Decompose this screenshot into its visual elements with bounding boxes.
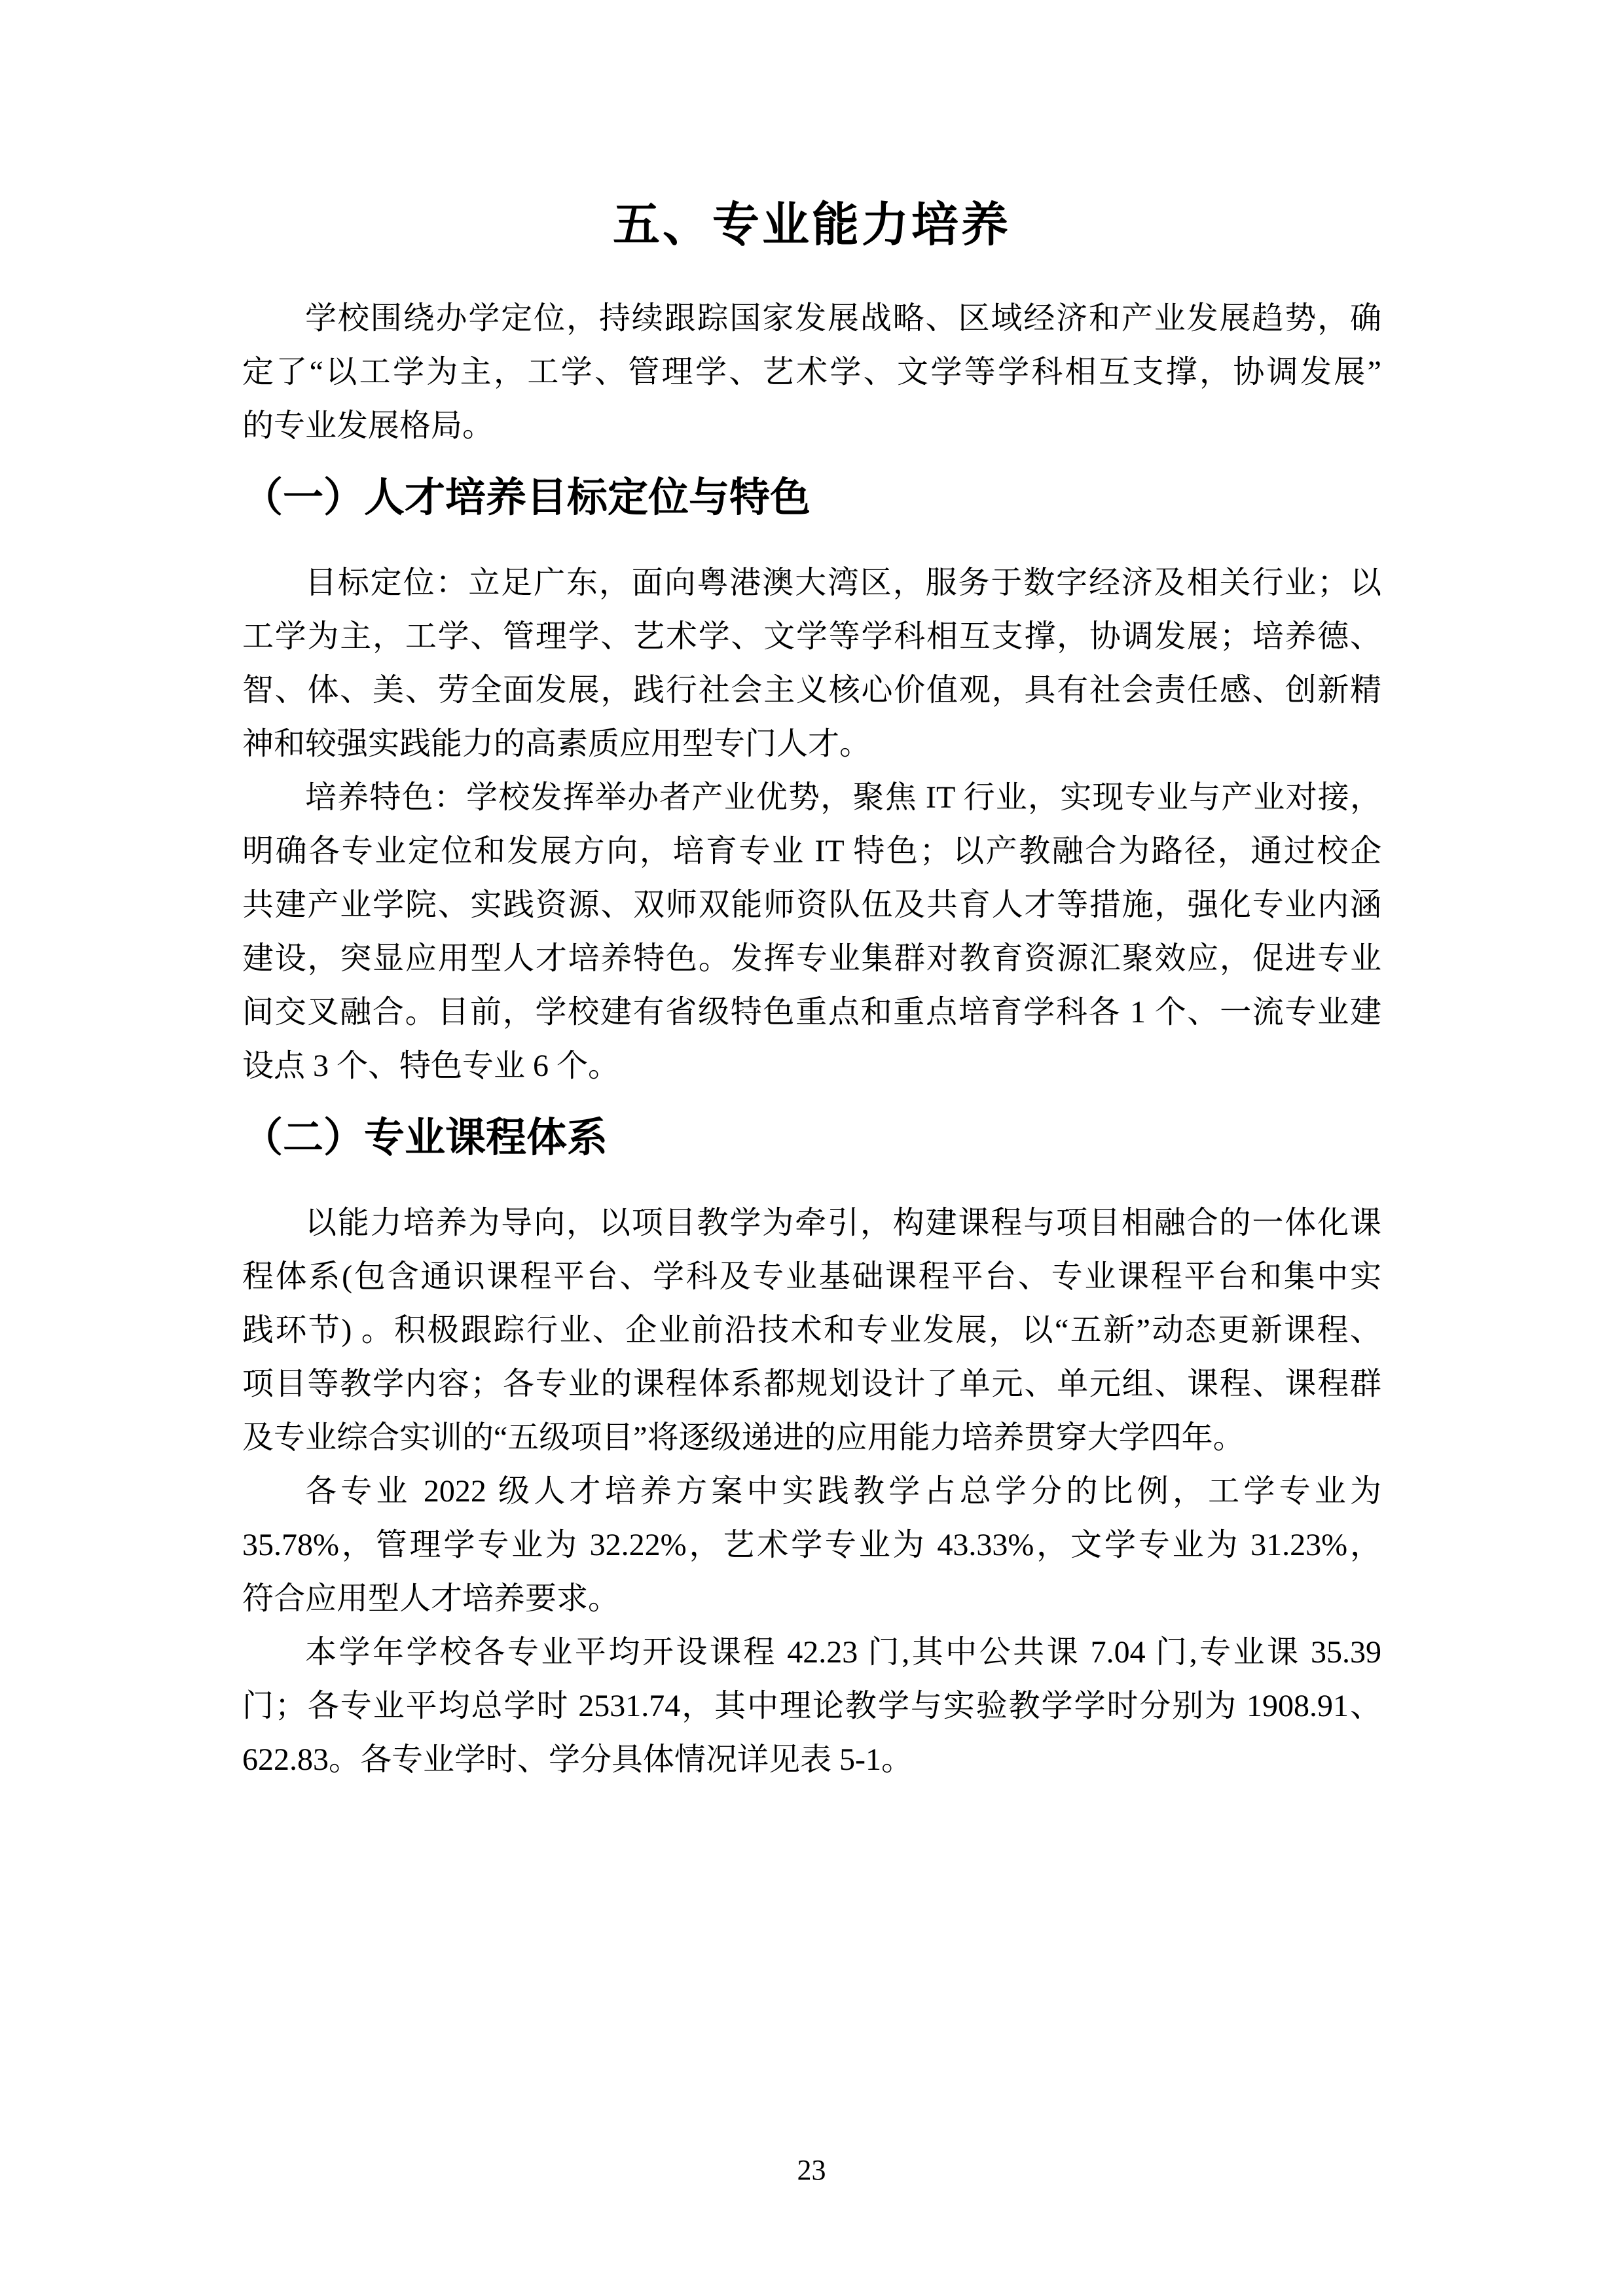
page-number: 23	[797, 2154, 826, 2186]
paragraph-training-feature	[242, 771, 1381, 1093]
text-line: 本学年学校各专业平均开设课程 42.23 门,其中公共课 7.04 门,专业课 35.39	[305, 1635, 1381, 1670]
text-line: 建设，突显应用型人才培养特色。发挥专业集群对教育资源汇聚效应，促进专业	[242, 941, 1381, 976]
text-line: 工学为主，工学、管理学、艺术学、文学等学科相互支撑，协调发展；培养德、	[242, 619, 1381, 654]
text-line: 目标定位：立足广东，面向粤港澳大湾区，服务于数字经济及相关行业；以	[305, 565, 1381, 600]
text-line: 及专业综合实训的“五级项目”将逐级递进的应用能力培养贯穿大学四年。	[242, 1420, 1245, 1455]
text-line: 定了“以工学为主，工学、管理学、艺术学、文学等学科相互支撑，协调发展”	[242, 355, 1381, 389]
text-line: 践环节) 。积极跟踪行业、企业前沿技术和专业发展，以“五新”动态更新课程、	[242, 1313, 1381, 1348]
text-line: 学校围绕办学定位，持续跟踪国家发展战略、区域经济和产业发展趋势，确	[305, 301, 1381, 336]
paragraph-target-position	[242, 556, 1381, 771]
paragraph-curriculum-system	[242, 1196, 1381, 1465]
text-line: 各专业 2022 级人才培养方案中实践教学占总学分的比例，工学专业为	[305, 1474, 1381, 1509]
text-line: 明确各专业定位和发展方向，培育专业 IT 特色；以产教融合为路径，通过校企	[242, 834, 1381, 869]
section-heading: （一）人才培养目标定位与特色	[242, 475, 811, 520]
text-line: 间交叉融合。目前，学校建有省级特色重点和重点培育学科各 1 个、一流专业建	[242, 995, 1381, 1030]
text-line: 智、体、美、劳全面发展，践行社会主义核心价值观，具有社会责任感、创新精	[242, 673, 1381, 708]
text-line: 项目等教学内容；各专业的课程体系都规划设计了单元、单元组、课程、课程群	[242, 1367, 1381, 1401]
text-line: 神和较强实践能力的高素质应用型专门人才。	[242, 726, 871, 761]
paragraph-practice-credit-ratio	[242, 1465, 1381, 1626]
text-line: 35.78%，管理学专业为 32.22%，艺术学专业为 43.33%，文学专业为 31.23%，	[242, 1528, 1381, 1562]
text-line: 培养特色：学校发挥举办者产业优势，聚焦 IT 行业，实现专业与产业对接，	[305, 780, 1381, 815]
text-line: 设点 3 个、特色专业 6 个。	[242, 1049, 620, 1083]
text-line: 程体系(包含通识课程平台、学科及专业基础课程平台、专业课程平台和集中实	[242, 1259, 1381, 1294]
paragraph-course-statistics	[242, 1626, 1381, 1787]
text-line: 的专业发展格局。	[242, 408, 494, 443]
text-line: 以能力培养为导向，以项目教学为牵引，构建课程与项目相融合的一体化课	[305, 1206, 1381, 1240]
text-line: 共建产业学院、实践资源、双师双能师资队伍及共育人才等措施，强化专业内涵	[242, 888, 1381, 922]
text-line: 622.83。各专业学时、学分具体情况详见表 5-1。	[242, 1742, 913, 1777]
page-title: 五、专业能力培养	[612, 199, 1011, 251]
section-heading: （二）专业课程体系	[242, 1115, 608, 1160]
document-body	[242, 188, 1381, 1787]
text-line: 符合应用型人才培养要求。	[242, 1581, 620, 1616]
text-line: 门；各专业平均总学时 2531.74，其中理论教学与实验教学学时分别为 1908.91、	[242, 1689, 1381, 1723]
paragraph-intro	[242, 292, 1381, 453]
